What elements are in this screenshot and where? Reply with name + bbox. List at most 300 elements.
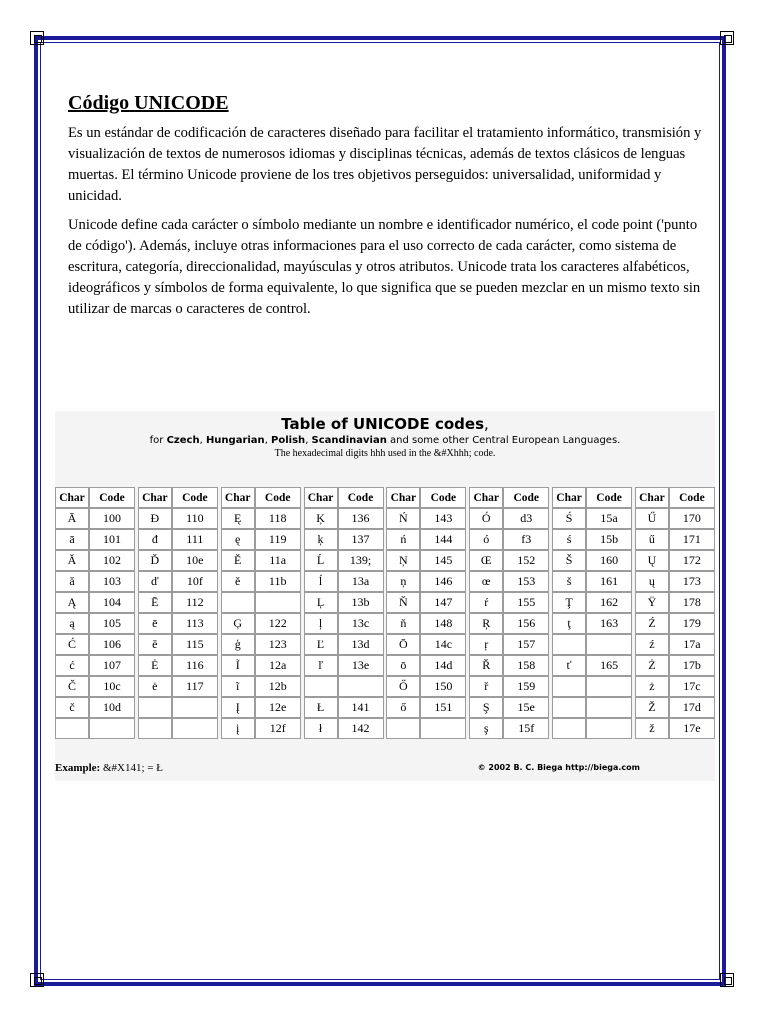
char-cell: ģ xyxy=(221,634,255,655)
header-code: Code xyxy=(420,487,466,508)
code-cell: 161 xyxy=(586,571,632,592)
code-cell: 103 xyxy=(89,571,135,592)
code-cell: 173 xyxy=(669,571,715,592)
table-row xyxy=(221,697,301,718)
char-cell: į xyxy=(221,718,255,739)
table-row xyxy=(386,697,466,718)
code-group-2 xyxy=(138,487,218,739)
header-code: Code xyxy=(89,487,135,508)
char-cell: Ś xyxy=(552,508,586,529)
char-cell: Ł xyxy=(304,697,338,718)
example-text: &#X141; = Ł xyxy=(100,762,163,774)
header-code: Code xyxy=(172,487,218,508)
char-cell xyxy=(221,592,255,613)
char-cell: ž xyxy=(635,718,669,739)
char-cell: Ű xyxy=(635,508,669,529)
char-cell: Ź xyxy=(635,613,669,634)
table-row xyxy=(635,655,715,676)
char-cell: ŕ xyxy=(469,592,503,613)
char-cell xyxy=(386,718,420,739)
table-row xyxy=(138,529,218,550)
char-cell: Ģ xyxy=(221,613,255,634)
subtitle-suffix: and some other Central European Languages. xyxy=(386,435,621,446)
code-cell: 11b xyxy=(255,571,301,592)
char-cell: Ă xyxy=(55,550,89,571)
lang-scandinavian: Scandinavian xyxy=(311,435,387,446)
code-cell: 153 xyxy=(503,571,549,592)
lang-hungarian: Hungarian xyxy=(205,435,265,446)
table-row xyxy=(304,655,384,676)
code-cell: 113 xyxy=(172,613,218,634)
code-group-1 xyxy=(55,487,135,739)
code-cell: 10c xyxy=(89,676,135,697)
table-subtitle: for Czech, Hungarian, Polish, Scandinavian and some other Central European Languages. xyxy=(149,435,621,446)
table-row xyxy=(635,592,715,613)
code-cell: 118 xyxy=(255,508,301,529)
code-cell: 100 xyxy=(89,508,135,529)
code-cell: 136 xyxy=(338,508,384,529)
code-cell: 123 xyxy=(255,634,301,655)
char-cell: ļ xyxy=(304,613,338,634)
table-row xyxy=(55,697,135,718)
table-row xyxy=(138,571,218,592)
code-cell: 12f xyxy=(255,718,301,739)
char-cell: ţ xyxy=(552,613,586,634)
char-cell: ć xyxy=(55,655,89,676)
code-cell: 10d xyxy=(89,697,135,718)
example-label: Example: xyxy=(55,762,101,774)
table-row xyxy=(635,718,715,739)
code-cell: f3 xyxy=(503,529,549,550)
char-cell: Ÿ xyxy=(635,592,669,613)
char-cell: Ň xyxy=(386,592,420,613)
char-cell: Ĺ xyxy=(304,550,338,571)
char-cell: ŗ xyxy=(469,634,503,655)
code-cell xyxy=(586,676,632,697)
char-cell: ķ xyxy=(304,529,338,550)
table-row xyxy=(304,718,384,739)
code-cell: 150 xyxy=(420,676,466,697)
code-cell: 12b xyxy=(255,676,301,697)
char-cell: Ķ xyxy=(304,508,338,529)
table-row xyxy=(635,508,715,529)
char-cell: Ņ xyxy=(386,550,420,571)
char-cell: ę xyxy=(221,529,255,550)
code-cell: 13b xyxy=(338,592,384,613)
table-row xyxy=(552,655,632,676)
table-row xyxy=(55,508,135,529)
table-row xyxy=(552,529,632,550)
header-code: Code xyxy=(669,487,715,508)
char-cell: ł xyxy=(304,718,338,739)
table-title-tail: , xyxy=(484,415,489,433)
char-cell: Ż xyxy=(635,655,669,676)
table-row xyxy=(304,697,384,718)
code-group-7 xyxy=(552,487,632,739)
table-row xyxy=(221,655,301,676)
code-cell: 151 xyxy=(420,697,466,718)
table-row xyxy=(304,634,384,655)
char-cell: ā xyxy=(55,529,89,550)
table-row xyxy=(469,508,549,529)
char-cell: Ĩ xyxy=(221,655,255,676)
table-row xyxy=(635,634,715,655)
code-cell: 17c xyxy=(669,676,715,697)
code-cell: 13d xyxy=(338,634,384,655)
table-row xyxy=(221,718,301,739)
code-cell: 11a xyxy=(255,550,301,571)
table-row xyxy=(221,529,301,550)
table-row xyxy=(635,529,715,550)
table-row xyxy=(138,676,218,697)
char-cell: Ų xyxy=(635,550,669,571)
code-cell: 104 xyxy=(89,592,135,613)
code-cell: 147 xyxy=(420,592,466,613)
table-row xyxy=(469,676,549,697)
table-row xyxy=(221,550,301,571)
table-row xyxy=(221,508,301,529)
table-footer xyxy=(55,762,715,778)
table-row xyxy=(552,508,632,529)
code-cell: 14c xyxy=(420,634,466,655)
table-row xyxy=(386,655,466,676)
frame-corner-ornament xyxy=(720,31,734,45)
table-row xyxy=(386,634,466,655)
char-cell: ď xyxy=(138,571,172,592)
paragraph-1: Es un estándar de codificación de caracteres diseñado para facilitar el tratamiento informático, transmisión y visualización de textos de numerosos idiomas y disciplinas técnicas, además de textos clásicos de lenguas muertas. El término Unicode proviene de los tres objetivos perseguidos: universalidad, uniformidad y unicidad. xyxy=(68,125,702,204)
header-char: Char xyxy=(221,487,255,508)
header-code: Code xyxy=(503,487,549,508)
table-row xyxy=(304,676,384,697)
table-row xyxy=(552,697,632,718)
table-row xyxy=(386,718,466,739)
code-cell: 158 xyxy=(503,655,549,676)
header-char: Char xyxy=(138,487,172,508)
table-row xyxy=(138,718,218,739)
header-char: Char xyxy=(304,487,338,508)
code-cell: 142 xyxy=(338,718,384,739)
table-row xyxy=(552,550,632,571)
table-row xyxy=(469,655,549,676)
code-cell: 148 xyxy=(420,613,466,634)
char-cell: ĩ xyxy=(221,676,255,697)
code-cell: 116 xyxy=(172,655,218,676)
code-cell: 119 xyxy=(255,529,301,550)
table-row xyxy=(55,634,135,655)
code-cell: 143 xyxy=(420,508,466,529)
table-row xyxy=(386,613,466,634)
subtitle-prefix: for xyxy=(149,435,167,446)
table-row xyxy=(221,592,301,613)
code-cell: 162 xyxy=(586,592,632,613)
code-group-3 xyxy=(221,487,301,739)
table-row xyxy=(55,718,135,739)
table-row xyxy=(221,634,301,655)
char-cell: Ó xyxy=(469,508,503,529)
header-code: Code xyxy=(586,487,632,508)
code-cell: 12a xyxy=(255,655,301,676)
code-cell xyxy=(586,634,632,655)
table-row xyxy=(386,508,466,529)
code-cell: 15e xyxy=(503,697,549,718)
copyright-credit: © 2002 B. C. Biega http://biega.com xyxy=(477,763,640,772)
table-row xyxy=(304,550,384,571)
table-row xyxy=(304,613,384,634)
table-row xyxy=(386,592,466,613)
char-cell: Ė xyxy=(138,655,172,676)
table-row xyxy=(469,634,549,655)
header-char: Char xyxy=(55,487,89,508)
table-row xyxy=(138,508,218,529)
table-row xyxy=(138,613,218,634)
char-cell: Ć xyxy=(55,634,89,655)
table-row xyxy=(469,529,549,550)
table-row xyxy=(138,697,218,718)
char-cell: Ş xyxy=(469,697,503,718)
code-cell: 171 xyxy=(669,529,715,550)
code-cell: 15a xyxy=(586,508,632,529)
table-row xyxy=(386,571,466,592)
code-cell: 17e xyxy=(669,718,715,739)
code-cell xyxy=(89,718,135,739)
table-row xyxy=(55,550,135,571)
table-row xyxy=(635,697,715,718)
char-cell: č xyxy=(55,697,89,718)
char-cell: ń xyxy=(386,529,420,550)
char-cell: œ xyxy=(469,571,503,592)
char-cell: Ļ xyxy=(304,592,338,613)
char-cell: Ę xyxy=(221,508,255,529)
lang-polish: Polish xyxy=(271,435,306,446)
header-code: Code xyxy=(338,487,384,508)
table-row xyxy=(469,550,549,571)
code-cell: 106 xyxy=(89,634,135,655)
char-cell: đ xyxy=(138,529,172,550)
code-cell xyxy=(420,718,466,739)
table-row xyxy=(55,529,135,550)
example-line xyxy=(55,762,163,774)
header-char: Char xyxy=(469,487,503,508)
char-cell xyxy=(304,676,338,697)
header-char: Char xyxy=(386,487,420,508)
char-cell: ų xyxy=(635,571,669,592)
char-cell: ĕ xyxy=(138,634,172,655)
code-group-5 xyxy=(386,487,466,739)
char-cell: ň xyxy=(386,613,420,634)
code-cell: 13c xyxy=(338,613,384,634)
code-grid xyxy=(55,487,715,739)
header-char: Char xyxy=(552,487,586,508)
table-row xyxy=(635,550,715,571)
table-title xyxy=(55,415,715,433)
char-cell: ű xyxy=(635,529,669,550)
code-cell: d3 xyxy=(503,508,549,529)
code-cell: 178 xyxy=(669,592,715,613)
char-cell: ė xyxy=(138,676,172,697)
table-row xyxy=(386,676,466,697)
char-cell xyxy=(552,697,586,718)
char-cell: Ō xyxy=(386,634,420,655)
char-cell: Œ xyxy=(469,550,503,571)
code-cell: 159 xyxy=(503,676,549,697)
code-cell: 165 xyxy=(586,655,632,676)
code-cell: 13e xyxy=(338,655,384,676)
code-cell: 157 xyxy=(503,634,549,655)
char-cell: ō xyxy=(386,655,420,676)
code-cell: 145 xyxy=(420,550,466,571)
char-cell: ż xyxy=(635,676,669,697)
char-cell: ĺ xyxy=(304,571,338,592)
code-cell: 101 xyxy=(89,529,135,550)
table-row xyxy=(138,550,218,571)
code-cell: 107 xyxy=(89,655,135,676)
char-cell: Ľ xyxy=(304,634,338,655)
code-cell: 112 xyxy=(172,592,218,613)
code-group-6 xyxy=(469,487,549,739)
code-cell: 10f xyxy=(172,571,218,592)
title-word-1: Código xyxy=(68,92,130,114)
table-row xyxy=(55,613,135,634)
char-cell: Ď xyxy=(138,550,172,571)
table-row xyxy=(552,718,632,739)
code-cell: 15b xyxy=(586,529,632,550)
code-cell: 17a xyxy=(669,634,715,655)
char-cell: ź xyxy=(635,634,669,655)
table-row xyxy=(55,592,135,613)
code-cell: 105 xyxy=(89,613,135,634)
frame-corner-ornament xyxy=(30,31,44,45)
code-cell: 10e xyxy=(172,550,218,571)
char-cell: ť xyxy=(552,655,586,676)
table-row xyxy=(552,613,632,634)
table-row xyxy=(552,592,632,613)
table-row xyxy=(55,571,135,592)
table-row xyxy=(138,655,218,676)
char-cell: ś xyxy=(552,529,586,550)
code-cell xyxy=(338,676,384,697)
char-cell: Ŗ xyxy=(469,613,503,634)
code-cell: 152 xyxy=(503,550,549,571)
char-cell xyxy=(552,676,586,697)
table-row xyxy=(469,571,549,592)
header-char: Char xyxy=(635,487,669,508)
char-cell: Ē xyxy=(138,592,172,613)
code-cell: 179 xyxy=(669,613,715,634)
code-cell: 115 xyxy=(172,634,218,655)
char-cell: Č xyxy=(55,676,89,697)
code-cell: 155 xyxy=(503,592,549,613)
char-cell: Ž xyxy=(635,697,669,718)
char-cell xyxy=(55,718,89,739)
code-cell: 15f xyxy=(503,718,549,739)
code-cell: 111 xyxy=(172,529,218,550)
code-cell: 139; xyxy=(338,550,384,571)
table-subtitle-2: The hexadecimal digits hhh used in the &#Xhhh; code. xyxy=(274,448,496,459)
code-cell: 13a xyxy=(338,571,384,592)
table-row xyxy=(469,697,549,718)
table-row xyxy=(304,529,384,550)
code-group-8 xyxy=(635,487,715,739)
char-cell: ř xyxy=(469,676,503,697)
code-cell: 17d xyxy=(669,697,715,718)
char-cell xyxy=(552,718,586,739)
table-row xyxy=(304,592,384,613)
code-cell: 102 xyxy=(89,550,135,571)
header-code: Code xyxy=(255,487,301,508)
paragraph-2: Unicode define cada carácter o símbolo mediante un nombre e identificador numérico, el code point ('punto de código'). Además, incluye otras informaciones para el uso correcto de cada carácter, como sistema de escritura, categoría, direccionalidad, mayúsculas y otros atributos. Unicode trata los caracteres alfabéticos, ideográficos y símbolos de forma equivalente, lo que significa que se pueden mezclar en un mismo texto sin utilizar de marcas o caracteres de control. xyxy=(68,217,701,317)
code-cell: 170 xyxy=(669,508,715,529)
code-cell: 144 xyxy=(420,529,466,550)
code-cell: 137 xyxy=(338,529,384,550)
table-row xyxy=(386,550,466,571)
table-row xyxy=(221,571,301,592)
char-cell: Ā xyxy=(55,508,89,529)
char-cell: ă xyxy=(55,571,89,592)
table-title-text: Table of UNICODE codes xyxy=(281,415,484,433)
lang-czech: Czech xyxy=(166,435,200,446)
document-body xyxy=(68,92,704,328)
table-row xyxy=(552,676,632,697)
code-cell xyxy=(172,697,218,718)
table-row xyxy=(552,634,632,655)
code-cell xyxy=(255,592,301,613)
char-cell xyxy=(138,718,172,739)
char-cell: ş xyxy=(469,718,503,739)
code-cell: 17b xyxy=(669,655,715,676)
char-cell: ó xyxy=(469,529,503,550)
table-row xyxy=(635,676,715,697)
char-cell: Ő xyxy=(386,676,420,697)
page-title xyxy=(68,92,704,115)
char-cell xyxy=(138,697,172,718)
char-cell: ą xyxy=(55,613,89,634)
code-cell: 14d xyxy=(420,655,466,676)
table-row xyxy=(55,676,135,697)
char-cell: Ą xyxy=(55,592,89,613)
table-row xyxy=(138,634,218,655)
frame-corner-ornament xyxy=(720,973,734,987)
char-cell: Ř xyxy=(469,655,503,676)
table-row xyxy=(635,571,715,592)
char-cell: ņ xyxy=(386,571,420,592)
code-cell: 117 xyxy=(172,676,218,697)
table-row xyxy=(469,718,549,739)
table-row xyxy=(304,508,384,529)
char-cell: Š xyxy=(552,550,586,571)
table-row xyxy=(55,655,135,676)
table-row xyxy=(221,613,301,634)
code-cell: 12e xyxy=(255,697,301,718)
code-cell xyxy=(172,718,218,739)
char-cell: Ţ xyxy=(552,592,586,613)
char-cell: ě xyxy=(221,571,255,592)
code-cell xyxy=(586,697,632,718)
frame-corner-ornament xyxy=(30,973,44,987)
code-cell: 122 xyxy=(255,613,301,634)
code-cell: 163 xyxy=(586,613,632,634)
code-cell: 172 xyxy=(669,550,715,571)
table-row xyxy=(386,529,466,550)
table-row xyxy=(469,592,549,613)
code-cell: 156 xyxy=(503,613,549,634)
char-cell: Ě xyxy=(221,550,255,571)
char-cell: ľ xyxy=(304,655,338,676)
table-row xyxy=(221,676,301,697)
char-cell: ē xyxy=(138,613,172,634)
title-word-2: UNICODE xyxy=(134,92,229,114)
table-row xyxy=(552,571,632,592)
code-cell: 141 xyxy=(338,697,384,718)
